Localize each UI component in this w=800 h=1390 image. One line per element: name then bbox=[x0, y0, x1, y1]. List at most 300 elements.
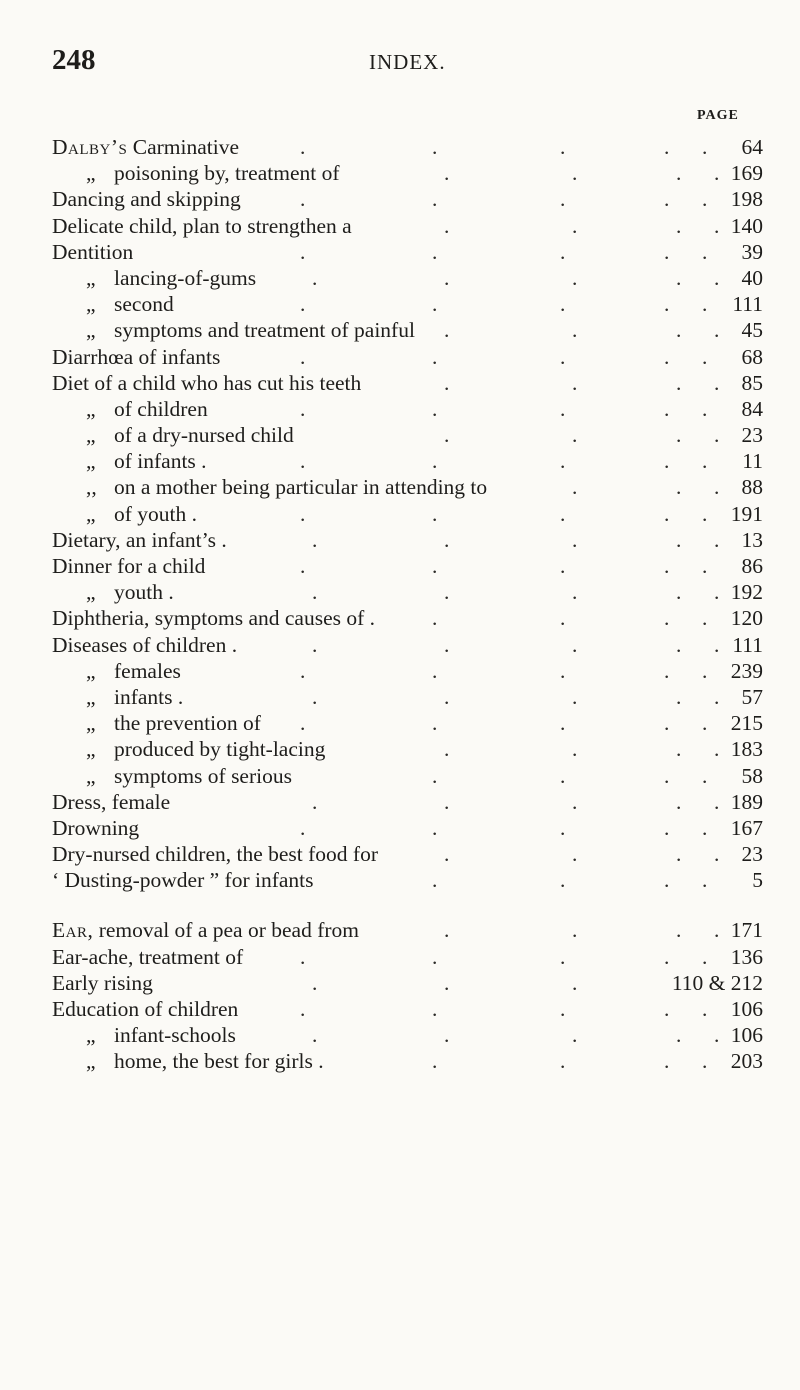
leader-dot: . bbox=[676, 527, 682, 552]
leader-dot: . bbox=[702, 606, 708, 631]
entry-page-number: 106 bbox=[730, 997, 763, 1021]
leader-dot: . bbox=[714, 318, 720, 343]
entry-text bbox=[86, 684, 183, 710]
leader-dot: . bbox=[312, 632, 318, 657]
leader-dot: . bbox=[714, 423, 720, 448]
index-entry bbox=[0, 736, 800, 762]
index-entry bbox=[0, 632, 800, 658]
ditto-mark: „ bbox=[86, 292, 96, 317]
entry-label: Ear-ache, treatment of bbox=[52, 944, 244, 969]
leader-dot: . bbox=[560, 711, 566, 736]
leader-dot: . bbox=[300, 135, 306, 159]
leader-dot: . bbox=[444, 161, 450, 186]
entry-text bbox=[86, 160, 340, 186]
entry-label: Carminative bbox=[127, 135, 240, 159]
leader-dot: . bbox=[714, 213, 720, 238]
entry-label: Dentition bbox=[52, 239, 134, 264]
leader-dot: . bbox=[312, 580, 318, 605]
entry-label: Dress, female bbox=[52, 789, 171, 814]
entry-page-number: 5 bbox=[752, 868, 763, 893]
leader-dot: . bbox=[432, 606, 438, 631]
leader-dot: . bbox=[702, 239, 708, 264]
leader-dot: . bbox=[714, 580, 720, 605]
leader-dot: . bbox=[432, 711, 438, 736]
leader-dot: . bbox=[664, 396, 670, 421]
entry-text bbox=[86, 265, 256, 291]
ditto-mark: „ bbox=[86, 658, 96, 683]
leader-dot: . bbox=[432, 239, 438, 264]
leader-dot: . bbox=[664, 501, 670, 526]
leader-dot: . bbox=[676, 423, 682, 448]
entry-page-number: 39 bbox=[741, 239, 763, 264]
leader-dot: . bbox=[444, 970, 450, 995]
ditto-mark: „ bbox=[86, 684, 96, 709]
leader-dot: . bbox=[432, 815, 438, 840]
leader-dot: . bbox=[560, 449, 566, 474]
leader-dot: . bbox=[572, 970, 578, 995]
index-entry bbox=[0, 944, 800, 970]
leader-dot: . bbox=[714, 1023, 720, 1048]
ditto-mark: „ bbox=[86, 265, 96, 290]
leader-dot: . bbox=[444, 737, 450, 762]
leader-dot: . bbox=[676, 370, 682, 395]
index-entry bbox=[0, 1048, 800, 1074]
entry-text bbox=[86, 710, 261, 736]
leader-dot: . bbox=[702, 554, 708, 578]
entry-text bbox=[52, 867, 314, 893]
entry-text bbox=[52, 917, 359, 943]
leader-dot: . bbox=[572, 527, 578, 552]
leader-dot: . bbox=[714, 161, 720, 186]
leader-dot: . bbox=[702, 449, 708, 474]
leader-dot: . bbox=[300, 187, 306, 212]
leader-dot: . bbox=[676, 789, 682, 814]
entry-page-number: 85 bbox=[741, 370, 763, 395]
leader-dot: . bbox=[312, 684, 318, 709]
entry-page-number: 203 bbox=[730, 1049, 763, 1074]
entry-label: home, the best for girls . bbox=[114, 1049, 324, 1074]
entry-text bbox=[86, 317, 415, 343]
leader-dot: . bbox=[300, 711, 306, 736]
leader-dot: . bbox=[444, 580, 450, 605]
leader-dot: . bbox=[312, 970, 318, 995]
leader-dot: . bbox=[676, 632, 682, 657]
leader-dot: . bbox=[432, 449, 438, 474]
leader-dot: . bbox=[664, 135, 670, 159]
leader-dot: . bbox=[444, 527, 450, 552]
leader-dot: . bbox=[676, 918, 682, 943]
index-entry bbox=[0, 501, 800, 527]
index-entry bbox=[0, 1022, 800, 1048]
leader-dot: . bbox=[676, 318, 682, 343]
leader-dot: . bbox=[432, 344, 438, 369]
entry-text bbox=[86, 422, 294, 448]
leader-dot: . bbox=[444, 1023, 450, 1048]
entry-text bbox=[52, 134, 239, 160]
index-entry bbox=[0, 448, 800, 474]
entry-label: of children bbox=[114, 396, 208, 421]
entry-label: on a mother being particular in attending to bbox=[114, 475, 488, 500]
entry-page-number: 111 bbox=[732, 632, 763, 657]
leader-dot: . bbox=[300, 344, 306, 369]
entry-text bbox=[86, 448, 207, 474]
leader-dot: . bbox=[312, 1023, 318, 1048]
leader-dot: . bbox=[432, 763, 438, 788]
entry-text bbox=[52, 527, 227, 553]
entry-page-number: 84 bbox=[741, 396, 763, 421]
leader-dot: . bbox=[572, 161, 578, 186]
leader-dot: . bbox=[444, 684, 450, 709]
entry-page-number: 45 bbox=[741, 318, 763, 343]
index-entry bbox=[0, 186, 800, 212]
leader-dot: . bbox=[572, 475, 578, 500]
leader-dot: . bbox=[714, 265, 720, 290]
entry-label: ‘ Dusting-powder ” for infants bbox=[52, 868, 314, 893]
ditto-mark: „ bbox=[86, 161, 96, 186]
leader-dot: . bbox=[300, 997, 306, 1021]
leader-dot: . bbox=[676, 161, 682, 186]
leader-dot: . bbox=[572, 423, 578, 448]
entry-text bbox=[52, 841, 378, 867]
index-entry bbox=[0, 422, 800, 448]
leader-dot: . bbox=[560, 501, 566, 526]
leader-dot: . bbox=[300, 449, 306, 474]
leader-dot: . bbox=[432, 1049, 438, 1074]
index-entry bbox=[0, 370, 800, 396]
entry-label: symptoms of serious bbox=[114, 763, 292, 788]
leader-dot: . bbox=[572, 213, 578, 238]
leader-dot: . bbox=[560, 606, 566, 631]
leader-dot: . bbox=[664, 292, 670, 317]
leader-dot: . bbox=[572, 918, 578, 943]
entry-label: Education of children bbox=[52, 997, 239, 1021]
leader-dot: . bbox=[432, 135, 438, 159]
entry-page-number: 88 bbox=[741, 475, 763, 500]
entry-page-number: 215 bbox=[730, 711, 763, 736]
entry-text bbox=[86, 1048, 324, 1074]
index-entry bbox=[0, 239, 800, 265]
leader-dot: . bbox=[444, 632, 450, 657]
leader-dot: . bbox=[676, 265, 682, 290]
index-entry bbox=[0, 291, 800, 317]
entry-page-number: 13 bbox=[741, 527, 763, 552]
leader-dot: . bbox=[664, 554, 670, 578]
leader-dot: . bbox=[714, 632, 720, 657]
entry-label: the prevention of bbox=[114, 711, 261, 736]
leader-dot: . bbox=[560, 344, 566, 369]
entry-label: of a dry-nursed child bbox=[114, 423, 294, 448]
index-entry bbox=[0, 160, 800, 186]
leader-dot: . bbox=[444, 265, 450, 290]
leader-dot: . bbox=[676, 213, 682, 238]
ditto-mark: „ bbox=[86, 580, 96, 605]
index-entry bbox=[0, 605, 800, 631]
leader-dot: . bbox=[676, 684, 682, 709]
leader-dot: . bbox=[560, 763, 566, 788]
entry-label: females bbox=[114, 658, 181, 683]
leader-dot: . bbox=[432, 944, 438, 969]
entry-text bbox=[52, 553, 205, 579]
entry-page-number: 111 bbox=[732, 292, 763, 317]
entry-label: Dietary, an infant’s . bbox=[52, 527, 227, 552]
entry-label: produced by tight-lacing bbox=[114, 737, 326, 762]
leader-dot: . bbox=[664, 997, 670, 1021]
leader-dot: . bbox=[714, 684, 720, 709]
leader-dot: . bbox=[300, 944, 306, 969]
entry-text bbox=[52, 344, 220, 370]
entry-text bbox=[52, 815, 139, 841]
leader-dot: . bbox=[572, 632, 578, 657]
leader-dot: . bbox=[312, 265, 318, 290]
leader-dot: . bbox=[664, 868, 670, 893]
leader-dot: . bbox=[444, 842, 450, 867]
leader-dot: . bbox=[702, 658, 708, 683]
leader-dot: . bbox=[444, 423, 450, 448]
leader-dot: . bbox=[300, 501, 306, 526]
page-column-label: PAGE bbox=[697, 108, 739, 123]
leader-dot: . bbox=[444, 370, 450, 395]
leader-dot: . bbox=[300, 554, 306, 578]
leader-dot: . bbox=[702, 292, 708, 317]
leader-dot: . bbox=[432, 292, 438, 317]
leader-dot: . bbox=[714, 842, 720, 867]
entry-text bbox=[52, 789, 170, 815]
entry-page-number: 110 & 212 bbox=[671, 970, 763, 995]
index-entry bbox=[0, 684, 800, 710]
entry-page-number: 140 bbox=[730, 213, 763, 238]
entry-page-number: 120 bbox=[730, 606, 763, 631]
leader-dot: . bbox=[664, 606, 670, 631]
leader-dot: . bbox=[702, 815, 708, 840]
leader-dot: . bbox=[572, 842, 578, 867]
ditto-mark: „ bbox=[86, 1049, 96, 1074]
entry-page-number: 198 bbox=[730, 187, 763, 212]
index-entries bbox=[0, 134, 800, 1075]
entry-page-number: 40 bbox=[741, 265, 763, 290]
entry-text bbox=[52, 186, 241, 212]
leader-dot: . bbox=[676, 737, 682, 762]
index-entry bbox=[0, 317, 800, 343]
leader-dot: . bbox=[664, 763, 670, 788]
leader-dot: . bbox=[664, 658, 670, 683]
leader-dot: . bbox=[676, 1023, 682, 1048]
entry-page-number: 239 bbox=[730, 658, 763, 683]
entry-text bbox=[86, 736, 325, 762]
entry-page-number: 11 bbox=[742, 449, 763, 474]
ditto-mark: „ bbox=[86, 737, 96, 762]
index-entry bbox=[0, 710, 800, 736]
leader-dot: . bbox=[300, 658, 306, 683]
leader-dot: . bbox=[560, 997, 566, 1021]
entry-text bbox=[86, 579, 174, 605]
leader-dot: . bbox=[664, 711, 670, 736]
leader-dot: . bbox=[664, 187, 670, 212]
entry-page-number: 167 bbox=[730, 815, 763, 840]
entry-label: youth . bbox=[114, 580, 174, 605]
leader-dot: . bbox=[664, 344, 670, 369]
leader-dot: . bbox=[702, 763, 708, 788]
entry-label: lancing-of-gums bbox=[114, 265, 257, 290]
ditto-mark: „ bbox=[86, 501, 96, 526]
group-separator bbox=[0, 893, 800, 917]
leader-dot: . bbox=[300, 815, 306, 840]
entry-text bbox=[86, 658, 181, 684]
index-group-e bbox=[0, 917, 800, 1074]
entry-page-number: 183 bbox=[730, 737, 763, 762]
entry-text bbox=[52, 944, 243, 970]
index-entry bbox=[0, 658, 800, 684]
leader-dot: . bbox=[714, 918, 720, 943]
entry-label: Diseases of children . bbox=[52, 632, 238, 657]
leader-dot: . bbox=[560, 292, 566, 317]
index-group-d bbox=[0, 134, 800, 893]
leader-dot: . bbox=[702, 187, 708, 212]
entry-page-number: 106 bbox=[730, 1023, 763, 1048]
index-entry bbox=[0, 474, 800, 500]
index-entry bbox=[0, 344, 800, 370]
leader-dot: . bbox=[432, 658, 438, 683]
ditto-mark: „ bbox=[86, 318, 96, 343]
entry-label: Delicate child, plan to strengthen a bbox=[52, 213, 352, 238]
leader-dot: . bbox=[572, 737, 578, 762]
entry-page-number: 171 bbox=[730, 918, 763, 943]
ditto-mark: ,, bbox=[86, 475, 97, 500]
leader-dot: . bbox=[572, 580, 578, 605]
leader-dot: . bbox=[560, 1049, 566, 1074]
ditto-mark: „ bbox=[86, 763, 96, 788]
leader-dot: . bbox=[432, 868, 438, 893]
index-entry bbox=[0, 553, 800, 579]
entry-label: removal of a pea or bead from bbox=[93, 918, 360, 943]
entry-head: Dalby’s bbox=[52, 135, 128, 159]
index-entry bbox=[0, 396, 800, 422]
leader-dot: . bbox=[432, 187, 438, 212]
entry-label: infants . bbox=[114, 684, 184, 709]
leader-dot: . bbox=[300, 292, 306, 317]
entry-page-number: 191 bbox=[730, 501, 763, 526]
leader-dot: . bbox=[444, 213, 450, 238]
leader-dot: . bbox=[714, 737, 720, 762]
leader-dot: . bbox=[312, 789, 318, 814]
index-entry bbox=[0, 265, 800, 291]
index-entry bbox=[0, 917, 800, 943]
entry-page-number: 23 bbox=[741, 423, 763, 448]
leader-dot: . bbox=[560, 187, 566, 212]
entry-page-number: 189 bbox=[730, 789, 763, 814]
leader-dot: . bbox=[560, 658, 566, 683]
running-head: INDEX. bbox=[369, 50, 446, 74]
leader-dot: . bbox=[702, 1049, 708, 1074]
index-entry bbox=[0, 970, 800, 996]
entry-page-number: 86 bbox=[741, 554, 763, 578]
leader-dot: . bbox=[560, 135, 566, 159]
leader-dot: . bbox=[300, 396, 306, 421]
leader-dot: . bbox=[560, 554, 566, 578]
entry-page-number: 58 bbox=[741, 763, 763, 788]
index-entry bbox=[0, 789, 800, 815]
leader-dot: . bbox=[300, 239, 306, 264]
entry-label: Dancing and skipping bbox=[52, 187, 241, 212]
leader-dot: . bbox=[572, 370, 578, 395]
index-entry bbox=[0, 579, 800, 605]
entry-text bbox=[52, 996, 238, 1022]
leader-dot: . bbox=[714, 527, 720, 552]
entry-text bbox=[52, 970, 153, 996]
ditto-mark: „ bbox=[86, 449, 96, 474]
ditto-mark: „ bbox=[86, 711, 96, 736]
leader-dot: . bbox=[572, 1023, 578, 1048]
ditto-mark: „ bbox=[86, 396, 96, 421]
leader-dot: . bbox=[664, 815, 670, 840]
leader-dot: . bbox=[676, 580, 682, 605]
ditto-mark: „ bbox=[86, 1023, 96, 1048]
entry-label: Diphtheria, symptoms and causes of . bbox=[52, 606, 376, 631]
leader-dot: . bbox=[676, 842, 682, 867]
entry-label: of youth . bbox=[114, 501, 198, 526]
entry-text bbox=[86, 763, 292, 789]
leader-dot: . bbox=[432, 997, 438, 1021]
entry-page-number: 23 bbox=[741, 842, 763, 867]
entry-text bbox=[52, 213, 352, 239]
entry-text bbox=[86, 501, 197, 527]
entry-page-number: 68 bbox=[741, 344, 763, 369]
leader-dot: . bbox=[560, 815, 566, 840]
leader-dot: . bbox=[312, 527, 318, 552]
leader-dot: . bbox=[702, 944, 708, 969]
entry-text bbox=[52, 605, 375, 631]
leader-dot: . bbox=[714, 370, 720, 395]
leader-dot: . bbox=[702, 135, 708, 159]
leader-dot: . bbox=[432, 501, 438, 526]
entry-label: Dinner for a child bbox=[52, 554, 206, 578]
leader-dot: . bbox=[572, 684, 578, 709]
leader-dot: . bbox=[572, 265, 578, 290]
entry-text bbox=[86, 1022, 236, 1048]
entry-label: poisoning by, treatment of bbox=[114, 161, 340, 186]
entry-text bbox=[52, 239, 133, 265]
leader-dot: . bbox=[702, 997, 708, 1021]
leader-dot: . bbox=[444, 789, 450, 814]
leader-dot: . bbox=[714, 789, 720, 814]
leader-dot: . bbox=[702, 396, 708, 421]
leader-dot: . bbox=[572, 318, 578, 343]
ditto-mark: „ bbox=[86, 423, 96, 448]
entry-label: of infants . bbox=[114, 449, 207, 474]
leader-dot: . bbox=[664, 239, 670, 264]
entry-page-number: 192 bbox=[730, 580, 763, 605]
leader-dot: . bbox=[702, 501, 708, 526]
index-entry bbox=[0, 527, 800, 553]
leader-dot: . bbox=[432, 554, 438, 578]
entry-label: Dry-nursed children, the best food for bbox=[52, 842, 378, 867]
leader-dot: . bbox=[676, 475, 682, 500]
leader-dot: . bbox=[702, 711, 708, 736]
leader-dot: . bbox=[560, 868, 566, 893]
leader-dot: . bbox=[444, 318, 450, 343]
entry-text bbox=[86, 396, 208, 422]
leader-dot: . bbox=[702, 344, 708, 369]
leader-dot: . bbox=[560, 944, 566, 969]
index-entry bbox=[0, 134, 800, 160]
leader-dot: . bbox=[572, 789, 578, 814]
entry-text bbox=[86, 291, 174, 317]
leader-dot: . bbox=[664, 1049, 670, 1074]
leader-dot: . bbox=[664, 449, 670, 474]
leader-dot: . bbox=[714, 475, 720, 500]
leader-dot: . bbox=[444, 918, 450, 943]
entry-label: Diet of a child who has cut his teeth bbox=[52, 370, 362, 395]
page-number: 248 bbox=[52, 44, 96, 76]
